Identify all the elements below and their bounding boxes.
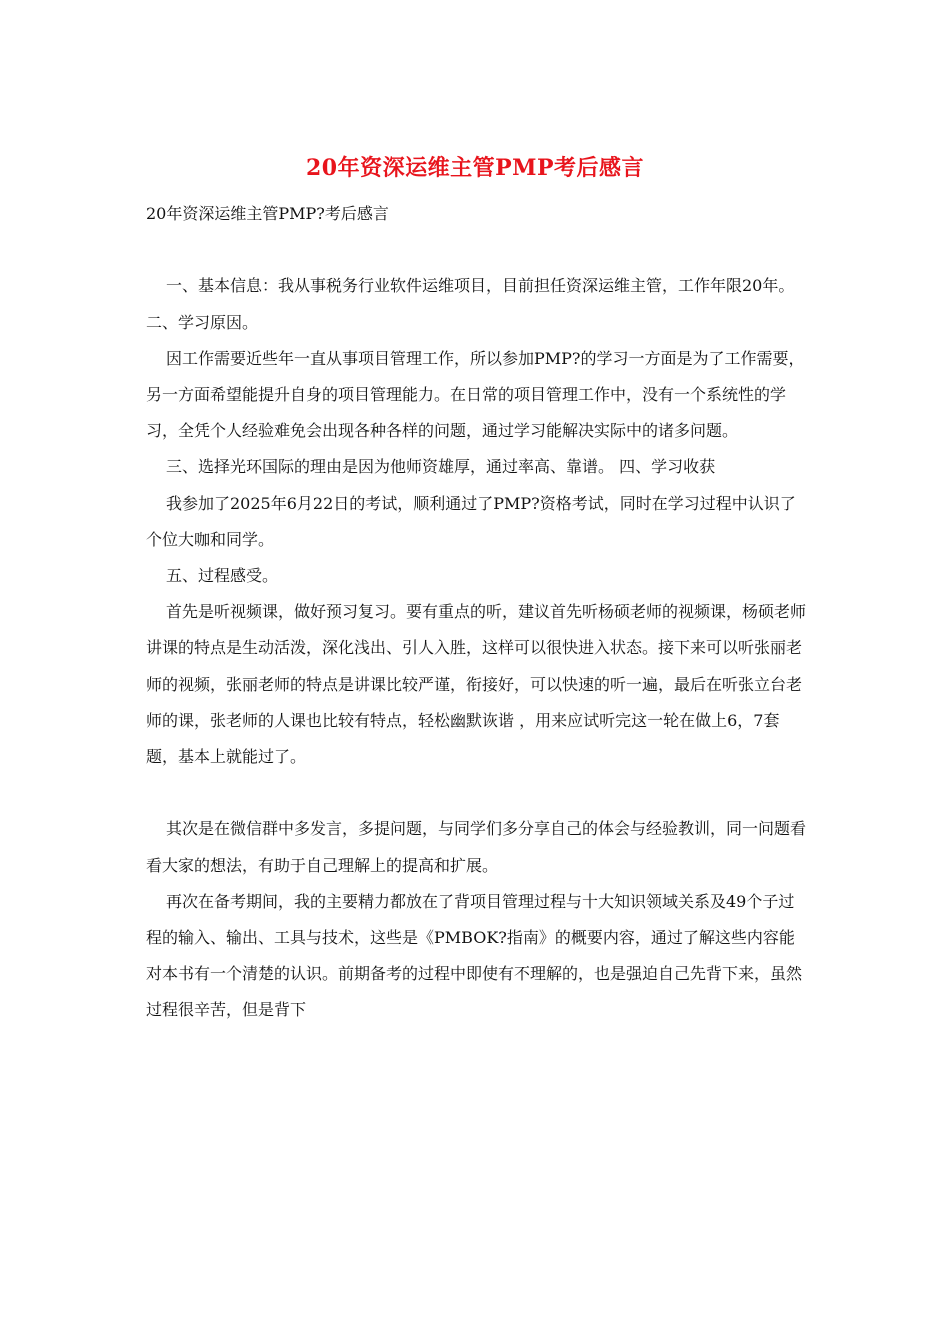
blank-line xyxy=(146,775,806,811)
paragraph-wechat-group: 其次是在微信群中多发言，多提问题，与同学们多分享自己的体会与经验教训，同一问题看看大家的想法，有助于自己理解上的提高和扩展。 xyxy=(146,819,807,875)
paragraph-video-courses: 首先是听视频课，做好预习复习。要有重点的听，建议首先听杨硕老师的视频课，杨硕老师讲课的特点是生动活泼，深化浅出、引人入胜，这样可以很快进入状态。接下来可以听张丽老师的视频，张丽老师的特点是讲课比较严谨，衔接好，可以快速的听一遍，最后在听张立台老师的课，张老师的人课也比较有特点，轻松幽默诙谐 ，用来应试听完这一轮在做上6，7套题，基本上就能过了。 xyxy=(146,602,807,767)
blank-line xyxy=(146,232,806,268)
paragraph-exam-result: 我参加了2025年6月22日的考试，顺利通过了PMP?资格考试，同时在学习过程中认识了个位大咖和同学。 xyxy=(146,493,796,549)
paragraph-basic-info: 一、基本信息：我从事税务行业软件运维项目，目前担任资深运维主管，工作年限20年。 二、学习原因。 xyxy=(146,276,795,332)
paragraph-exam-prep: 再次在备考期间，我的主要精力都放在了背项目管理过程与十大知识领域关系及49个子过程的输入、输出、工具与技术，这些是《PMBOK?指南》的概要内容，通过了解这些内容能对本书有一个清楚的认识。前期备考的过程中即使有不理解的，也是强迫自己先背下来，虽然过程很辛苦，但是背下 xyxy=(146,891,803,1020)
paragraph-study-reason: 因工作需要近些年一直从事项目管理工作，所以参加PMP?的学习一方面是为了工作需要，另一方面希望能提升自身的项目管理能力。在日常的项目管理工作中，没有一个系统性的学习，全凭个人经验难免会出现各种各样的问题，通过学习能解决实际中的诸多问题。 xyxy=(146,348,805,441)
document-subtitle: 20年资深运维主管PMP?考后感言 xyxy=(146,204,389,223)
document-title: 20年资深运维主管PMP考后感言 xyxy=(305,155,645,181)
paragraph-choice-reason: 三、选择光环国际的理由是因为他师资雄厚，通过率高、靠谱。 四、学习收获 xyxy=(166,457,716,477)
document-body xyxy=(146,196,806,1029)
paragraph-process-heading: 五、过程感受。 xyxy=(166,566,279,586)
